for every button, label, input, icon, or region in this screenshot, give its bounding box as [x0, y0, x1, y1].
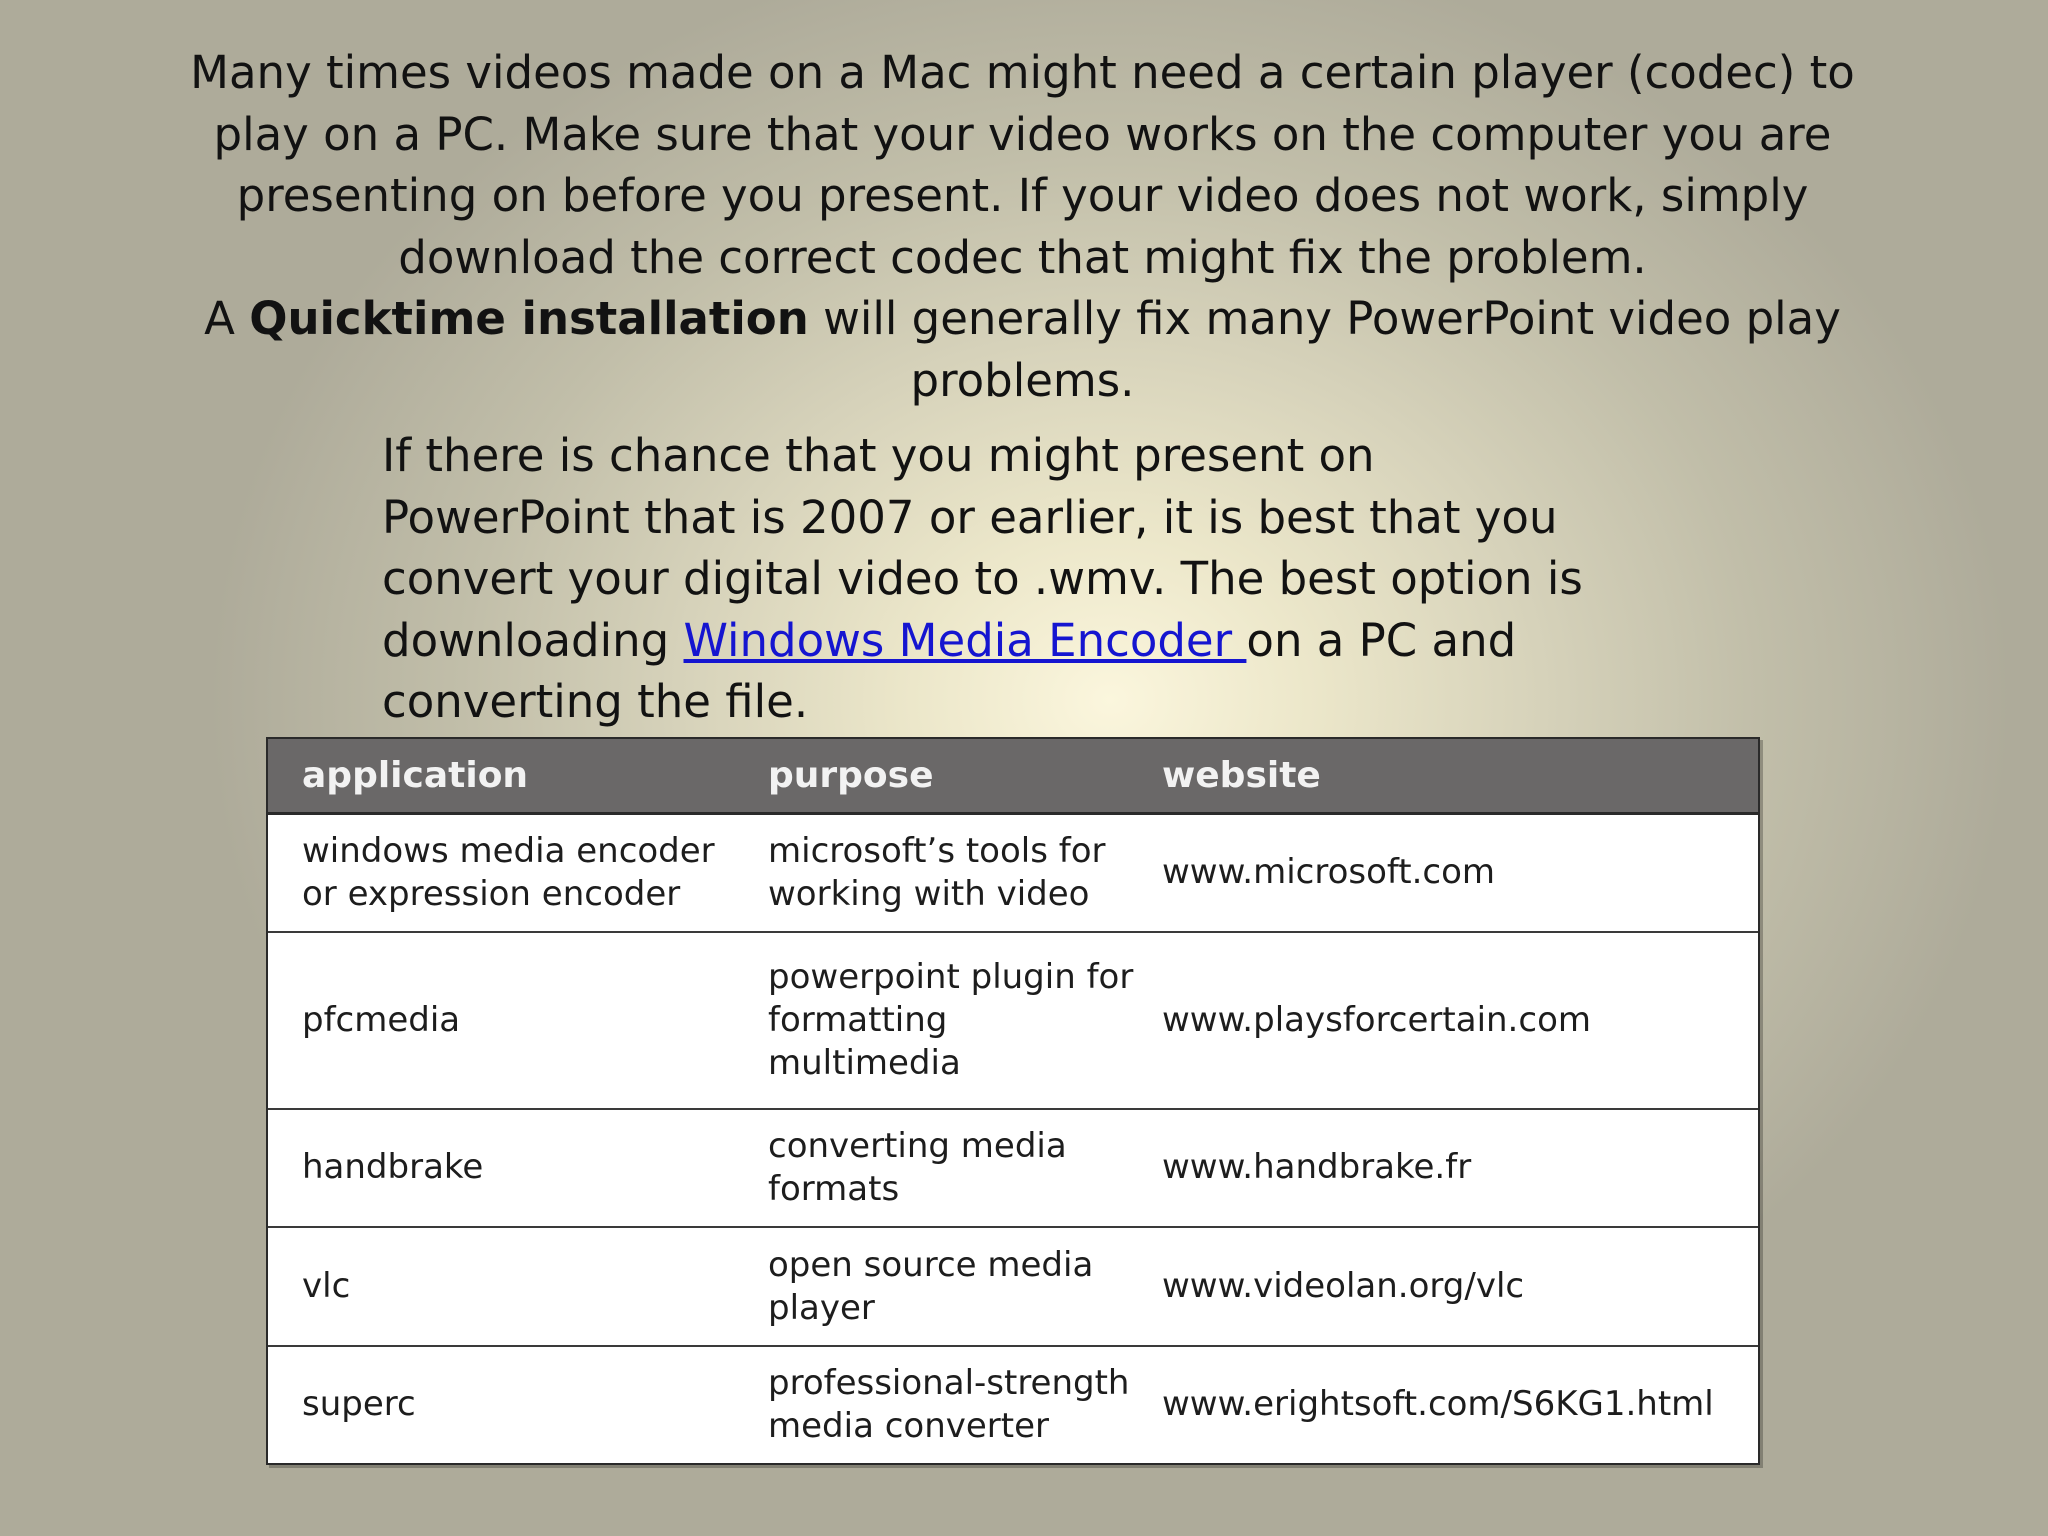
cell-website: www.handbrake.fr	[1162, 1147, 1472, 1188]
cell-purpose: professional-strength media converter	[768, 1362, 1130, 1446]
windows-media-encoder-link[interactable]: Windows Media Encoder	[683, 613, 1247, 667]
table-header-row	[268, 739, 1758, 813]
quicktime-prefix: A	[204, 292, 250, 345]
conversion-note-suffix: on a PC and converting the file.	[382, 613, 1517, 728]
intro-text-block	[150, 42, 1895, 411]
cell-purpose: converting media formats	[768, 1125, 1067, 1209]
cell-application: superc	[302, 1384, 416, 1425]
intro-paragraph-quicktime	[150, 288, 1895, 411]
conversion-note	[382, 425, 1622, 733]
header-application: application	[268, 739, 728, 813]
intro-paragraph-codec: Many times videos made on a Mac might need a certain player (codec) to play on a PC. Make sure that your video works on the computer you are presenting on before you present. If your video does not work, simply download the correct codec that might fix the problem.	[190, 46, 1855, 284]
quicktime-suffix: will generally fix many PowerPoint video play problems.	[808, 292, 1841, 407]
cell-purpose: powerpoint plugin for formatting multimedia	[768, 956, 1134, 1083]
cell-website: www.erightsoft.com/S6KG1.html	[1162, 1384, 1714, 1425]
header-website: website	[1142, 739, 1758, 813]
cell-website: www.playsforcertain.com	[1162, 999, 1591, 1040]
conversion-note-text: If there is chance that you might present on PowerPoint that is 2007 or earlier, it is best that you convert your digital video to .wmv. The best option is downloading	[382, 429, 1583, 667]
quicktime-installation-bold: Quicktime installation	[249, 292, 809, 345]
cell-application: pfcmedia	[302, 999, 461, 1040]
cell-website: www.videolan.org/vlc	[1162, 1266, 1525, 1306]
cell-website: www.microsoft.com	[1162, 852, 1496, 893]
table-row	[268, 1346, 1758, 1463]
table-row	[268, 1109, 1758, 1228]
table-row	[268, 932, 1758, 1108]
header-purpose: purpose	[728, 739, 1142, 813]
table-row	[268, 813, 1758, 932]
cell-application: windows media encoder or expression encoder	[302, 830, 715, 914]
cell-application: vlc	[302, 1266, 351, 1306]
cell-application: handbrake	[302, 1147, 484, 1188]
cell-purpose: open source media player	[768, 1244, 1094, 1328]
cell-purpose: microsoft’s tools for working with video	[768, 830, 1106, 914]
table-row	[268, 1227, 1758, 1346]
applications-table	[266, 737, 1760, 1465]
